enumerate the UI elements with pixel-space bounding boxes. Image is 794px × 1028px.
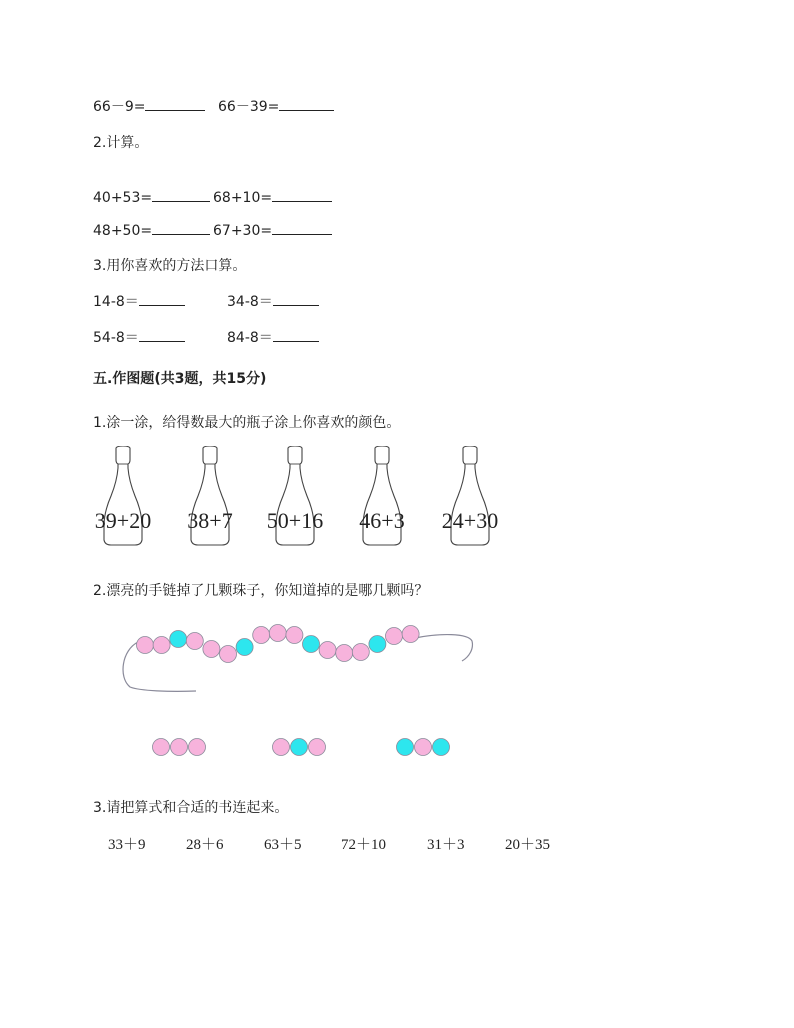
answer-blank[interactable] <box>279 96 334 111</box>
pink-bead <box>153 637 170 654</box>
pink-bead <box>189 739 206 756</box>
bottle-expression: 50+16 <box>266 508 324 533</box>
p1-title: 1.涂一涂，给得数最大的瓶子涂上你喜欢的颜色。 <box>93 415 401 431</box>
expression[interactable]: 20＋35 <box>505 837 551 853</box>
expression[interactable]: 33＋9 <box>108 837 146 853</box>
bottle-expression: 39+20 <box>94 508 152 533</box>
answer-blank[interactable] <box>139 327 185 342</box>
pink-bead <box>220 646 237 663</box>
pink-bead <box>186 633 203 650</box>
answer-blank[interactable] <box>139 291 185 306</box>
pink-bead <box>153 739 170 756</box>
answer-blank[interactable] <box>272 220 332 235</box>
cyan-bead <box>433 739 450 756</box>
bottle[interactable] <box>352 446 412 548</box>
expression[interactable]: 63＋5 <box>264 837 302 853</box>
pink-bead <box>402 626 419 643</box>
pink-bead <box>253 627 270 644</box>
pink-bead <box>269 625 286 642</box>
p3-title: 3.请把算式和合适的书连起来。 <box>93 800 289 816</box>
bottle-expression: 38+7 <box>187 508 233 533</box>
bottle-expression: 24+30 <box>441 508 499 533</box>
expression[interactable]: 28＋6 <box>186 837 224 853</box>
pink-bead <box>286 627 303 644</box>
pink-bead <box>386 628 403 645</box>
cyan-bead <box>397 739 414 756</box>
q3-title: 3.用你喜欢的方法口算。 <box>93 258 247 274</box>
answer-blank[interactable] <box>272 187 332 202</box>
bottle[interactable] <box>180 446 240 548</box>
pink-bead <box>336 645 353 662</box>
bottle[interactable] <box>440 446 500 548</box>
bracelet <box>110 615 490 705</box>
q2-row1-right: 68+10= <box>213 187 332 206</box>
eq-66-9: 66－9= <box>93 96 205 116</box>
answer-blank[interactable] <box>273 291 319 306</box>
pink-bead <box>352 644 369 661</box>
cyan-bead <box>236 639 253 656</box>
q3-row2-right: 84-8＝ <box>227 327 319 347</box>
bottle[interactable] <box>265 446 325 548</box>
pink-bead <box>273 739 290 756</box>
pink-bead <box>309 739 326 756</box>
answer-blank[interactable] <box>152 220 210 235</box>
bottle[interactable] <box>93 446 153 548</box>
pink-bead <box>415 739 432 756</box>
bracelet-string <box>415 635 472 661</box>
section-heading: 五.作图题(共3题，共15分) <box>93 371 267 387</box>
bead-option[interactable] <box>150 735 210 759</box>
q2-title: 2.计算。 <box>93 135 149 151</box>
cyan-bead <box>291 739 308 756</box>
cyan-bead <box>369 636 386 653</box>
q3-row2-left: 54-8＝ <box>93 327 185 347</box>
q2-row1-left: 40+53= <box>93 187 210 206</box>
bead-option[interactable] <box>394 735 454 759</box>
answer-blank[interactable] <box>273 327 319 342</box>
eq-66-39: 66－39= <box>218 96 334 116</box>
q3-row1-right: 34-8＝ <box>227 291 319 311</box>
bead-option[interactable] <box>270 735 330 759</box>
pink-bead <box>137 637 154 654</box>
q3-row1-left: 14-8＝ <box>93 291 185 311</box>
q2-row2-right: 67+30= <box>213 220 332 239</box>
answer-blank[interactable] <box>152 187 210 202</box>
answer-blank[interactable] <box>145 96 205 111</box>
cyan-bead <box>303 636 320 653</box>
expression[interactable]: 72＋10 <box>341 837 387 853</box>
pink-bead <box>171 739 188 756</box>
p2-title: 2.漂亮的手链掉了几颗珠子，你知道掉的是哪几颗吗？ <box>93 583 429 599</box>
cyan-bead <box>170 631 187 648</box>
expression[interactable]: 31＋3 <box>427 837 465 853</box>
pink-bead <box>319 642 336 659</box>
pink-bead <box>203 641 220 658</box>
q2-row2-left: 48+50= <box>93 220 210 239</box>
bottle-expression: 46+3 <box>359 508 405 533</box>
